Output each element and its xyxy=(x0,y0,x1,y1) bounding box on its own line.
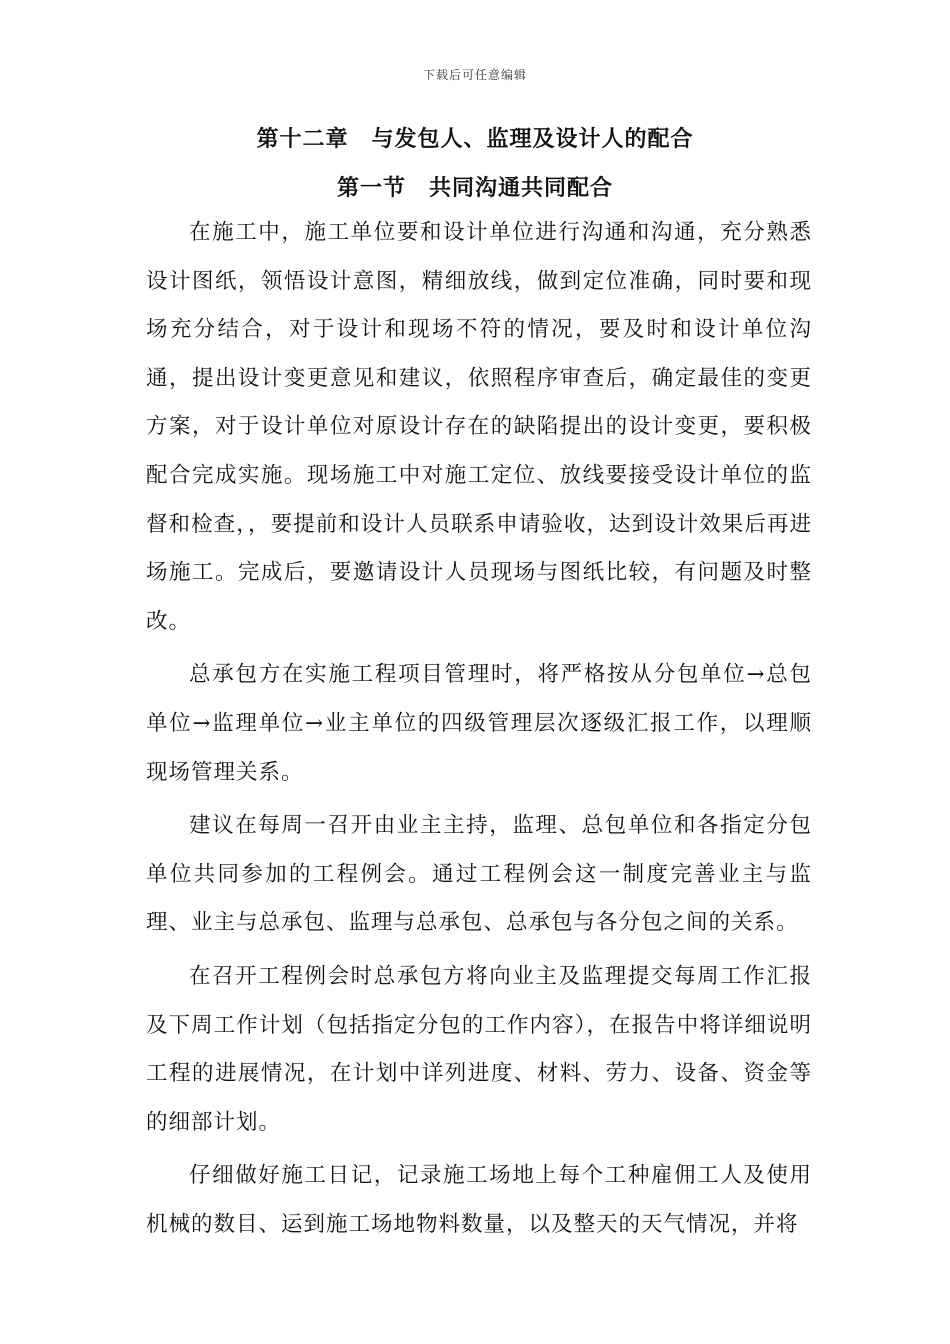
paragraph: 在施工中，施工单位要和设计单位进行沟通和沟通，充分熟悉设计图纸，领悟设计意图，精细放线，做到定位准确，同时要和现场充分结合，对于设计和现场不符的情况，要及时和设计单位沟通，提出设计变更意见和建议，依照程序审查后，确定最佳的变更方案，对于设计单位对原设计存在的缺陷提出的设计变更，要积极配合完成实施。现场施工中对施工定位、放线要接受设计单位的监督和检查，，要提前和设计人员联系申请验收，达到设计效果后再进场施工。完成后，要邀请设计人员现场与图纸比较，有问题及时整改。 xyxy=(146,220,812,634)
paragraph: 总承包方在实施工程项目管理时，将严格按从分包单位→总包单位→监理单位→业主单位的四级管理层次逐级汇报工作，以理顺现场管理关系。 xyxy=(146,662,812,785)
section-title: 第一节 共同沟通共同配合 xyxy=(336,175,613,201)
document-body xyxy=(146,209,812,1249)
chapter-title: 第十二章 与发包人、监理及设计人的配合 xyxy=(256,126,694,152)
paragraph: 在召开工程例会时总承包方将向业主及监理提交每周工作汇报及下周工作计划（包括指定分包的工作内容），在报告中将详细说明工程的进展情况，在计划中详列进度、材料、劳力、设备、资金等的细部计划。 xyxy=(146,963,812,1135)
paragraph: 建议在每周一召开由业主主持，监理、总包单位和各指定分包单位共同参加的工程例会。通过工程例会这一制度完善业主与监理、业主与总承包、监理与总承包、总承包与各分包之间的关系。 xyxy=(146,813,812,936)
page-header-note: 下载后可任意编辑 xyxy=(422,68,527,82)
paragraph: 仔细做好施工日记，记录施工场地上每个工种雇佣工人及使用机械的数目、运到施工场地物料数量，以及整天的天气情况，并将 xyxy=(146,1163,812,1237)
